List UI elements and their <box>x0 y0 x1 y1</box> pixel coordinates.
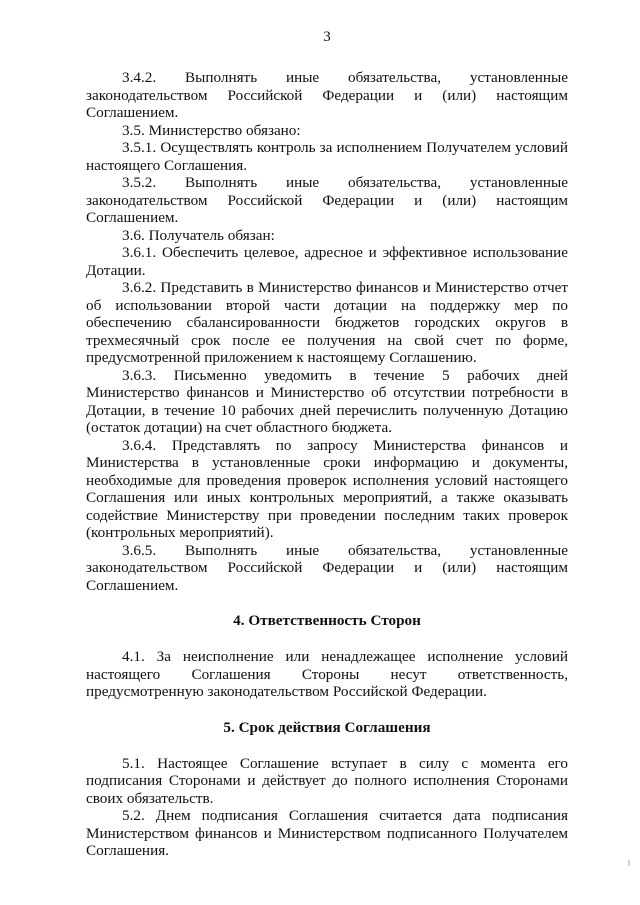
paragraph-3-4-2: 3.4.2. Выполнять иные обязательства, установленные законодательством Российской Федерации и (или) настоящим Соглашением. <box>86 69 568 121</box>
scan-artifact <box>628 860 630 866</box>
section-5-heading: 5. Срок действия Соглашения <box>223 718 431 736</box>
paragraph-3-6-4: 3.6.4. Представлять по запросу Министерства финансов и Министерства в установленные сроки информацию и документы, необходимые для проведения проверок исполнения условий настоящего Соглашения или иных контрольных мероприятий, а также оказывать содействие Министерству при проведении последним таких проверок (контрольных мероприятий). <box>86 436 568 541</box>
paragraph-3-6-1: 3.6.1. Обеспечить целевое, адресное и эффективное использование Дотации. <box>86 244 568 279</box>
section-4 <box>86 648 568 701</box>
section-3-continued <box>86 69 568 594</box>
paragraph-3-6-5: 3.6.5. Выполнять иные обязательства, установленные законодательством Российской Федерации и (или) настоящим Соглашением. <box>86 541 568 594</box>
paragraph-3-6-2: 3.6.2. Представить в Министерство финансов и Министерство отчет об использовании второй части дотации на поддержку мер по обеспечению сбалансированности бюджетов городских округов в трехмесячный срок после ее получения на свой счет по форме, предусмотренной приложением к настоящему Соглашению. <box>86 279 568 366</box>
section-5 <box>86 755 568 860</box>
paragraph-5-1: 5.1. Настоящее Соглашение вступает в силу с момента его подписания Сторонами и действует до полного исполнения Сторонами своих обязательств. <box>86 754 568 807</box>
page-number: 3 <box>323 29 331 45</box>
paragraph-4-1: 4.1. За неисполнение или ненадлежащее исполнение условий настоящего Соглашения Стороны несут ответственность, предусмотренную законодательством Российской Федерации. <box>86 648 568 700</box>
paragraph-3-5: 3.5. Министерство обязано: <box>122 121 301 139</box>
paragraph-3-6-3: 3.6.3. Письменно уведомить в течение 5 рабочих дней Министерство финансов и Министерство об отсутствии потребности в Дотации, в течение 10 рабочих дней перечислить полученную Дотацию (остаток дотации) на счет областного бюджета. <box>86 366 568 436</box>
paragraph-3-6: 3.6. Получатель обязан: <box>122 226 275 244</box>
section-4-heading: 4. Ответственность Сторон <box>233 612 421 629</box>
paragraph-5-2: 5.2. Днем подписания Соглашения считается дата подписания Министерством финансов и Министерством подписанного Получателем Соглашения. <box>86 807 568 859</box>
paragraph-3-5-1: 3.5.1. Осуществлять контроль за исполнением Получателем условий настоящего Соглашения. <box>86 139 568 174</box>
paragraph-3-5-2: 3.5.2. Выполнять иные обязательства, установленные законодательством Российской Федерации и (или) настоящим Соглашением. <box>86 174 568 226</box>
